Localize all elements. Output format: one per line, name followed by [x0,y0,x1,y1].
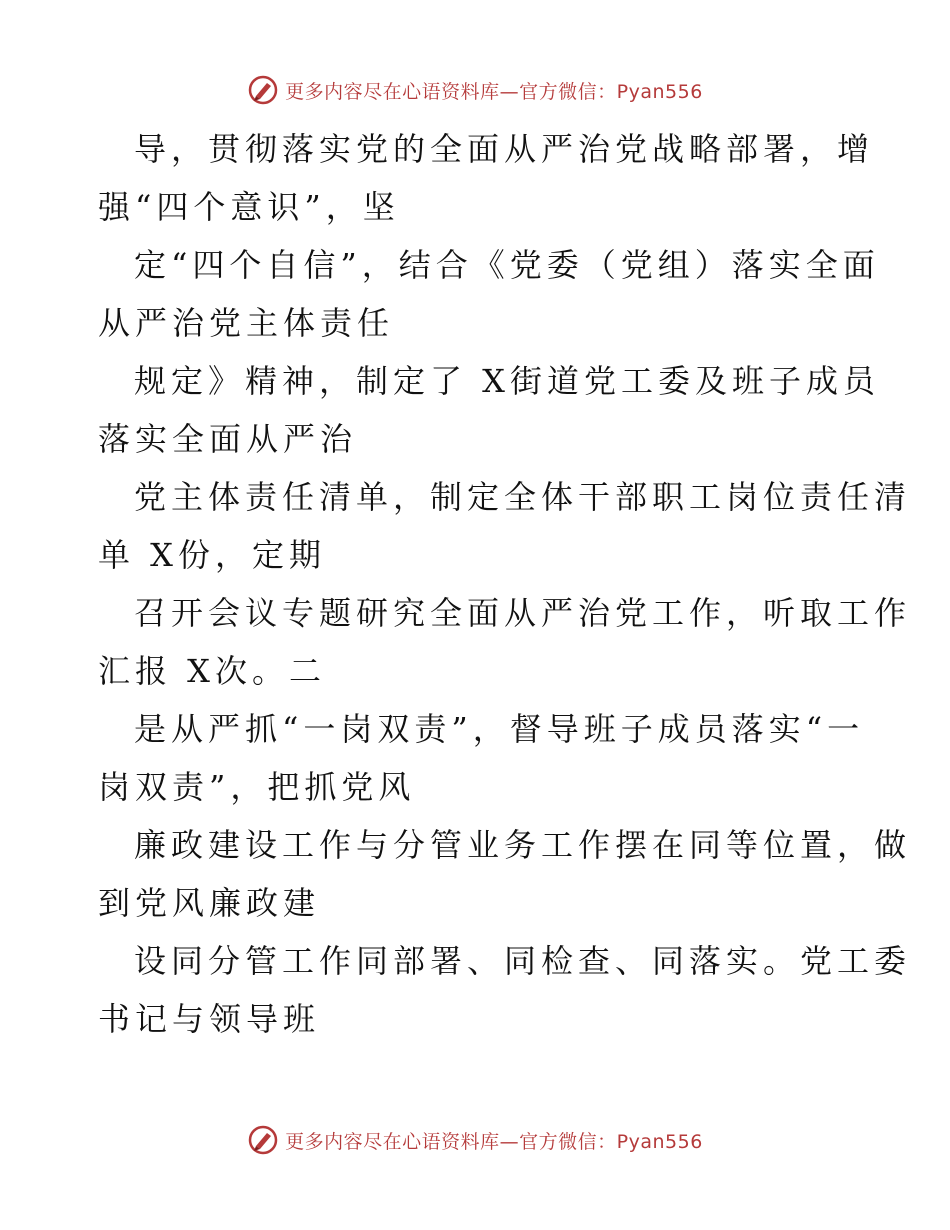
pen-logo-icon [247,1124,279,1156]
text-line: 是从严抓“一岗双责”，督导班子成员落实“一 [134,710,865,748]
text-line: 汇报 X次。二 [98,652,326,690]
text-line: 到党风廉政建 [98,884,321,922]
text-line: 规定》精神，制定了 X街道党工委及班子成员 [134,362,880,400]
header-watermark-text: 更多内容尽在心语资料库—官方微信：Pyan556 [285,80,703,103]
text-line: 召开会议专题研究全面从严治党工作，听取工作 [134,594,912,632]
text-line: 书记与领导班 [98,1000,321,1038]
text-line: 强“四个意识”，坚 [98,188,400,226]
header-watermark [0,70,950,110]
text-line: 导，贯彻落实党的全面从严治党战略部署，增 [134,130,875,168]
text-line: 落实全面从严治 [98,420,358,458]
text-line: 定“四个自信”，结合《党委（党组）落实全面 [134,246,880,284]
footer-watermark-text: 更多内容尽在心语资料库—官方微信：Pyan556 [285,1130,703,1153]
text-line: 设同分管工作同部署、同检查、同落实。党工委 [134,942,912,980]
text-line: 单 X份，定期 [98,536,326,574]
footer-watermark [0,1120,950,1160]
text-line: 党主体责任清单，制定全体干部职工岗位责任清 [134,478,912,516]
document-body [98,120,912,1048]
text-line: 廉政建设工作与分管业务工作摆在同等位置，做 [134,826,912,864]
pen-logo-icon [247,74,279,106]
text-line: 岗双责”，把抓党风 [98,768,416,806]
text-line: 从严治党主体责任 [98,304,395,342]
